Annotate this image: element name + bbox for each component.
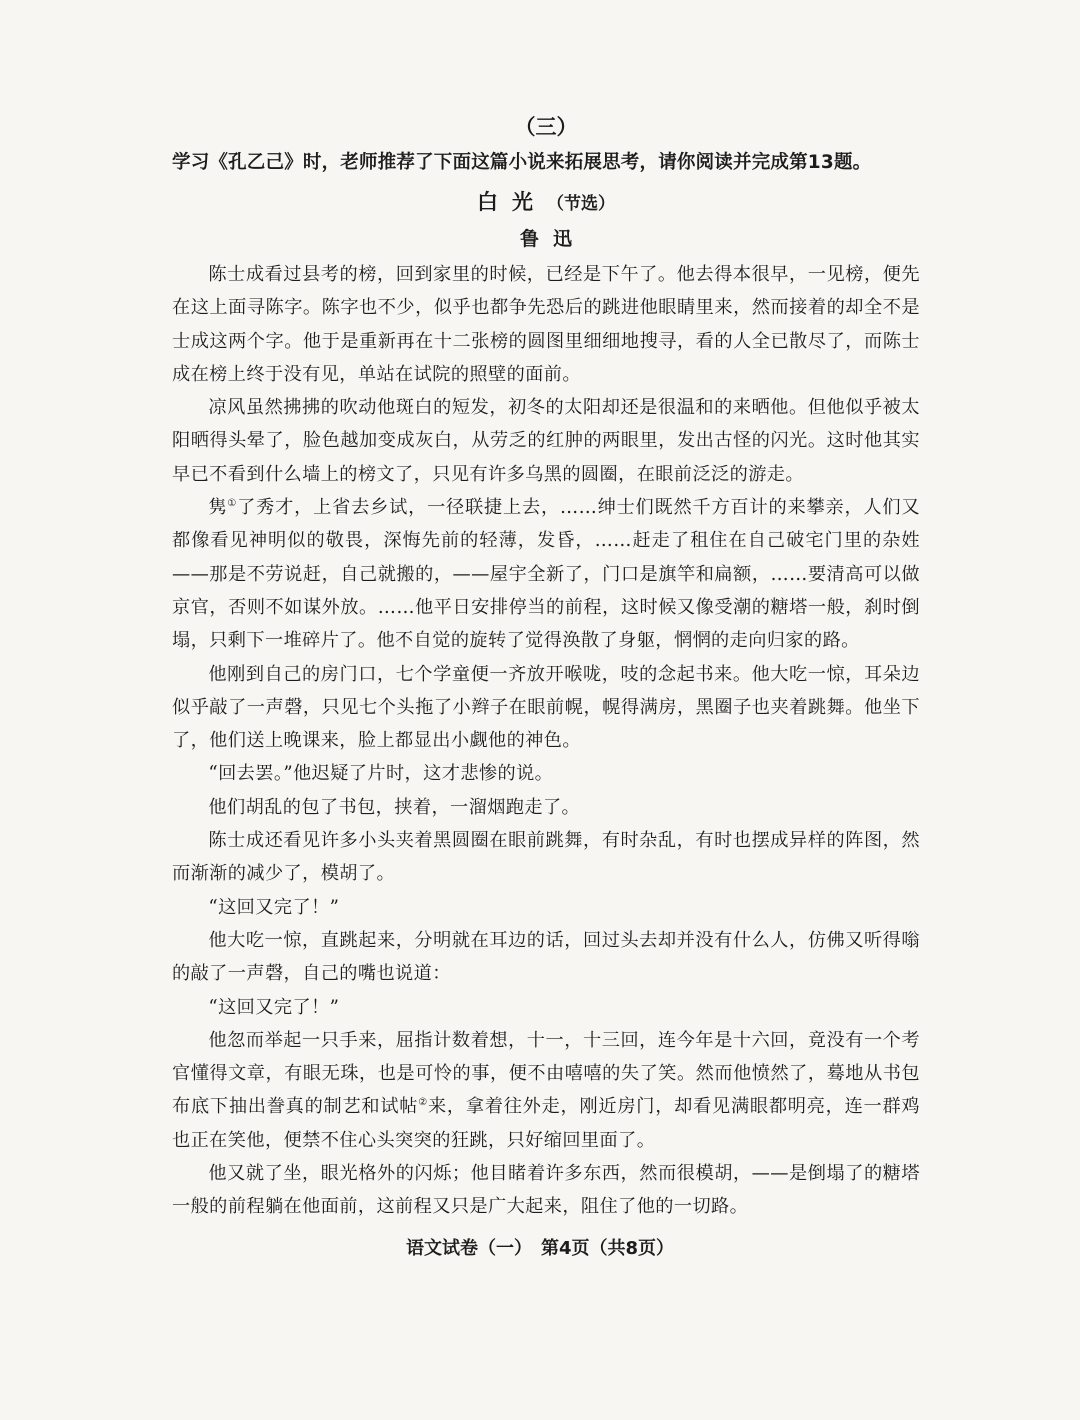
story-paragraph: 陈士成还看见许多小头夹着黑圆圈在眼前跳舞，有时杂乱，有时也摆成异样的阵图，然而渐渐的减少了，模胡了。 [172,830,920,885]
story-paragraph: “回去罢。”他迟疑了片时，这才悲惨的说。 [208,763,554,785]
story-body [172,258,920,1224]
footnote-marker: ② [418,1097,428,1109]
story-author: 鲁迅 [519,228,586,250]
story-title-main: 白光 [477,190,547,214]
story-paragraph: “这回又完了！” [208,896,340,918]
footnote-word: 隽 [208,497,228,519]
story-paragraph: 凉风虽然拂拂的吹动他斑白的短发，初冬的太阳却还是很温和的来晒他。但他似乎被太阳晒得头晕了，脸色越加变成灰白，从劳乏的红肿的两眼里，发出古怪的闪光。这时他其实早已不看到什么墙上的榜文了，只见有许多乌黑的圆圈，在眼前泛泛的游走。 [172,397,920,485]
story-paragraph: 隽①了秀才，上省去乡试，一径联捷上去，……绅士们既然千方百计的来攀亲，人们又都像看见神明似的敬畏，深悔先前的轻薄，发昏，……赶走了租住在自己破宅门里的杂姓——那是不劳说赶，自己就搬的，——屋宇全新了，门口是旗竿和扁额，……要清高可以做京官，否则不如谋外放。……他平日安排停当的前程，这时候又像受潮的糖塔一般，刹时倒塌，只剩下一堆碎片了。他不自觉的旋转了觉得涣散了身躯，惘惘的走向归家的路。 [172,497,921,652]
section-number: （三） [514,114,578,139]
story-title-note: （节选） [547,194,615,214]
story-paragraph: 他大吃一惊，直跳起来，分明就在耳边的话，回过头去却并没有什么人，仿佛又听得嗡的敲了一声磬，自己的嘴也说道： [172,929,920,985]
reading-instructions: 学习《孔乙己》时，老师推荐了下面这篇小说来拓展思考，请你阅读并完成第13题。 [172,152,872,173]
story-paragraph: 他刚到自己的房门口，七个学童便一齐放开喉咙，吱的念起书来。他大吃一惊，耳朵边似乎敲了一声磬，只见七个头拖了小辫子在眼前幌，幌得满房，黑圈子也夹着跳舞。他坐下了，他们送上晚课来，脸上都显出小觑他的神色。 [172,663,920,752]
story-paragraph: 他忽而举起一只手来，屈指计数着想，十一，十三回，连今年是十六回，竟没有一个考官懂得文章，有眼无珠，也是可怜的事，便不由嘻嘻的失了笑。然而他愤然了，蓦地从书包布底下抽出誊真的制艺和试帖②来，拿着往外走，刚近房门，却看见满眼都明亮，连一群鸡也正在笑他，便禁不住心头突突的狂跳，只好缩回里面了。 [172,1029,920,1151]
story-paragraph: 陈士成看过县考的榜，回到家里的时候，已经是下午了。他去得本很早，一见榜，便先在这上面寻陈字。陈字也不少，似乎也都争先恐后的跳进他眼睛里来，然而接着的却全不是士成这两个字。他于是重新再在十二张榜的圆图里细细地搜寻，看的人全已散尽了，而陈士成在榜上终于没有见，单站在试院的照壁的面前。 [172,264,920,385]
story-paragraph: 他们胡乱的包了书包，挟着，一溜烟跑走了。 [208,796,581,818]
story-paragraph: 他又就了坐，眼光格外的闪烁；他目睹着许多东西，然而很模胡，——是倒塌了的糖塔一般的前程躺在他面前，这前程又只是广大起来，阻住了他的一切路。 [172,1163,920,1218]
footnote-marker: ① [227,498,238,510]
story-title [172,184,920,222]
page-footer: 语文试卷（一） 第4页（共8页） [405,1238,675,1259]
story-paragraph: “这回又完了！” [208,996,340,1018]
